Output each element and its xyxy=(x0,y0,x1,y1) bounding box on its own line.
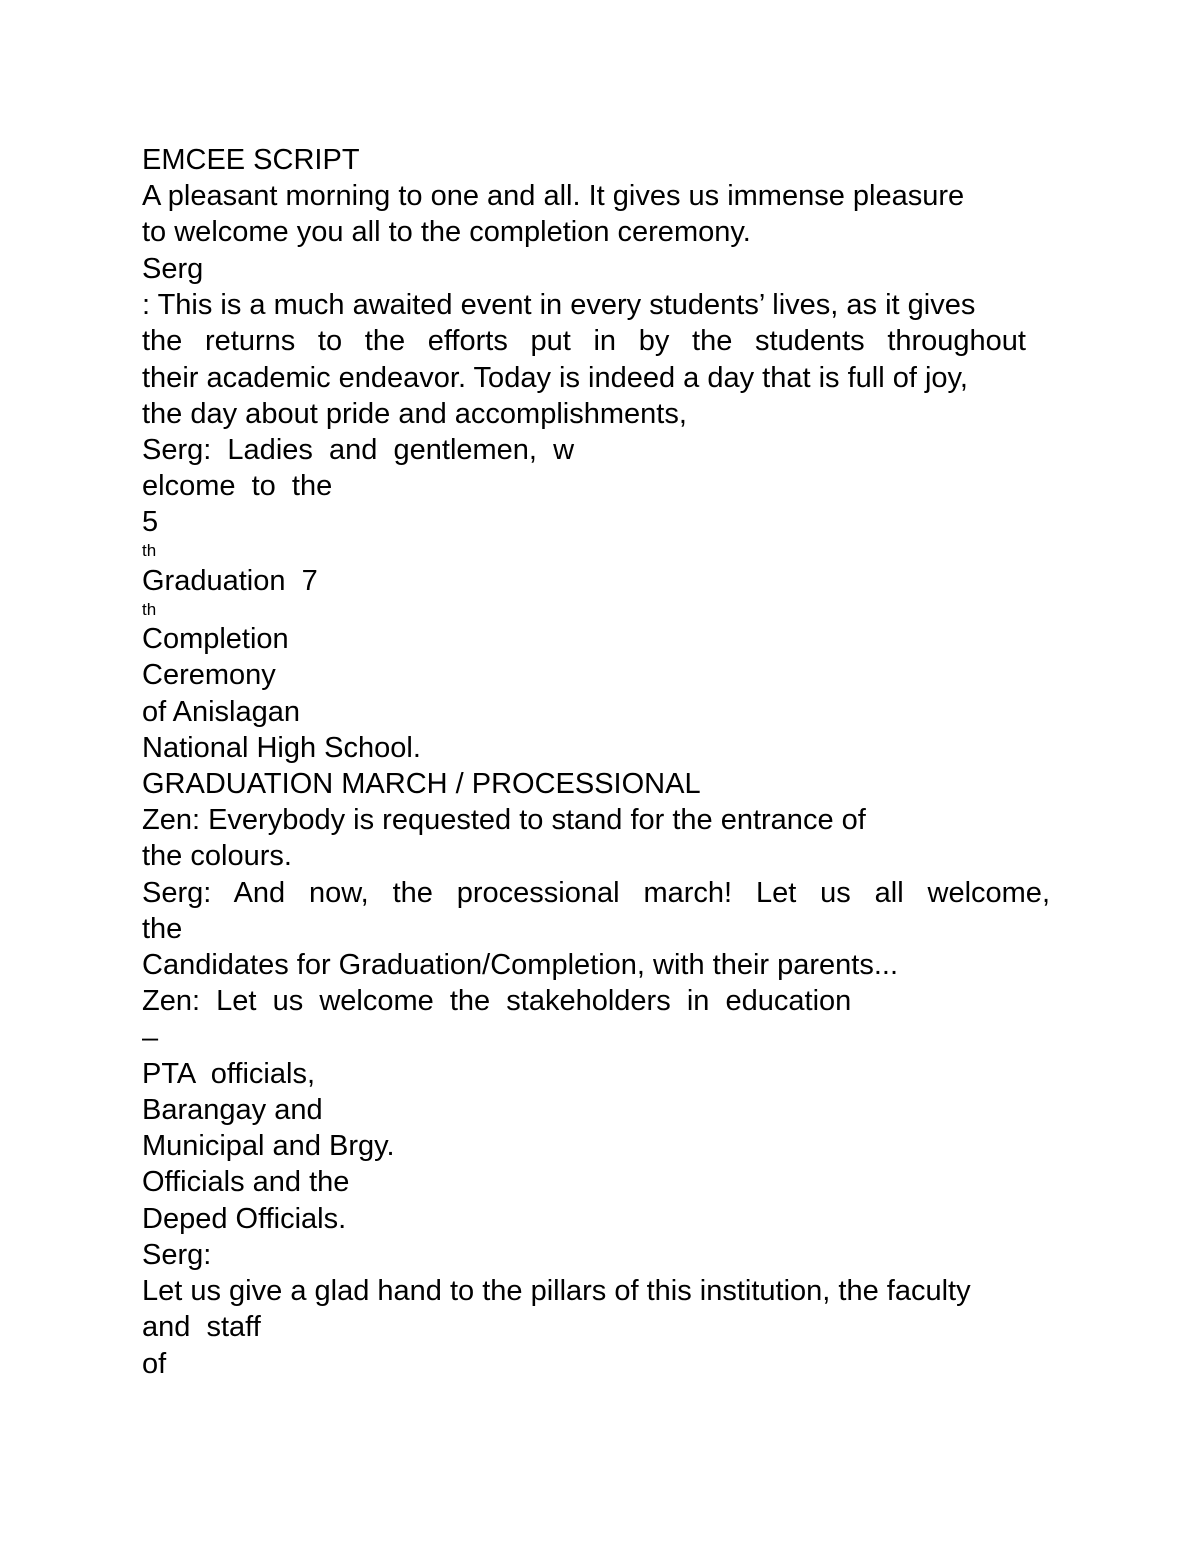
text-line: of Anislagan xyxy=(142,696,301,728)
text-line: Completion xyxy=(142,623,289,655)
text-line: to welcome you all to the completion ceremony. xyxy=(142,216,751,248)
text-line: their academic endeavor. Today is indeed a day that is full of joy, xyxy=(142,362,968,394)
text-line: Serg: And now, the processional march! Let us all welcome, xyxy=(142,877,1050,909)
text-line: elcome to the xyxy=(142,470,333,502)
section-heading: GRADUATION MARCH / PROCESSIONAL xyxy=(142,768,701,800)
text-line: Serg: Ladies and gentlemen, w xyxy=(142,434,575,466)
text-line: and staff xyxy=(142,1311,261,1343)
text-line: Zen: Let us welcome the stakeholders in education xyxy=(142,985,852,1017)
text-line: Candidates for Graduation/Completion, with their parents... xyxy=(142,949,899,981)
speaker-label: Serg xyxy=(142,253,204,285)
text-line: Deped Officials. xyxy=(142,1203,347,1235)
text-line: the returns to the efforts put in by the students throughout xyxy=(142,325,1026,357)
text-line: – xyxy=(142,1022,159,1054)
text-line: Let us give a glad hand to the pillars of this institution, the faculty xyxy=(142,1275,971,1307)
text-line: PTA officials, xyxy=(142,1058,315,1090)
text-line: Barangay and xyxy=(142,1094,323,1126)
text-line: A pleasant morning to one and all. It gives us immense pleasure xyxy=(142,180,965,212)
text-line: Municipal and Brgy. xyxy=(142,1130,395,1162)
text-line: National High School. xyxy=(142,732,421,764)
text-line: Officials and the xyxy=(142,1166,350,1198)
text-line: of xyxy=(142,1348,167,1380)
superscript-text: th xyxy=(142,541,157,560)
text-line: Ceremony xyxy=(142,659,276,691)
superscript-text: th xyxy=(142,600,157,619)
text-line: the xyxy=(142,913,183,945)
document-title: EMCEE SCRIPT xyxy=(142,144,360,176)
text-line: the colours. xyxy=(142,840,292,872)
text-line: Zen: Everybody is requested to stand for the entrance of xyxy=(142,804,866,836)
text-line: 5 xyxy=(142,506,159,538)
text-line: the day about pride and accomplishments, xyxy=(142,398,687,430)
text-line: : This is a much awaited event in every students’ lives, as it gives xyxy=(142,289,976,321)
speaker-label: Serg: xyxy=(142,1239,212,1271)
text-line: Graduation 7 xyxy=(142,565,318,597)
